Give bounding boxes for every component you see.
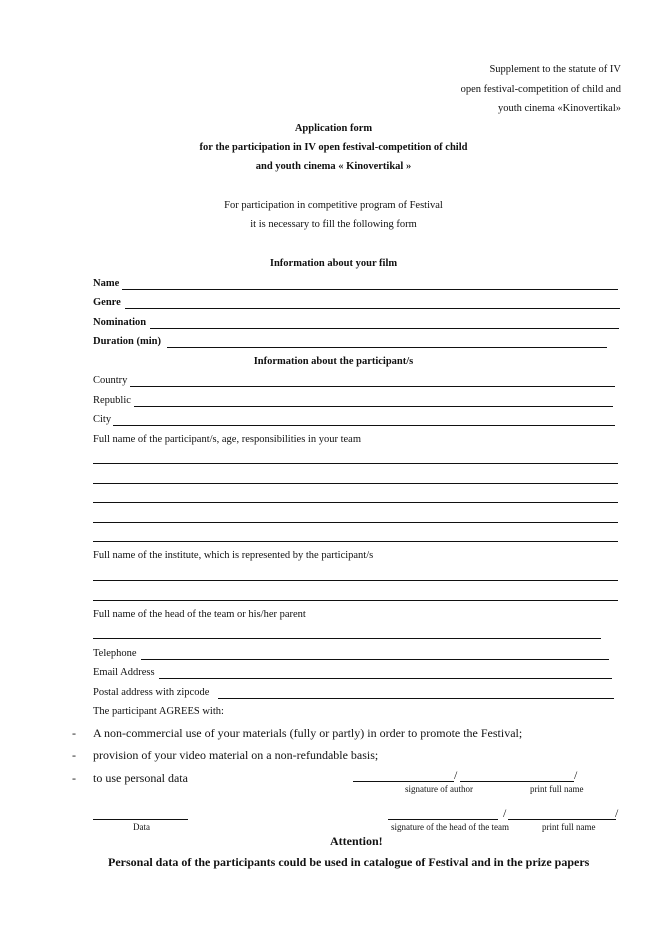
agrees-label: The participant AGREES with: <box>93 706 224 717</box>
city-label: City <box>93 414 112 425</box>
attention-note: Personal data of the participants could be used in catalogue of Festival and in the prize papers <box>108 855 590 869</box>
participants-line-5[interactable] <box>93 541 618 542</box>
institute-label: Full name of the institute, which is represented by the participant/s <box>93 550 374 561</box>
author-signature-caption: signature of author <box>405 784 473 794</box>
head-signature-field[interactable] <box>388 819 498 820</box>
agreement-item-1: A non-commercial use of your materials (fully or partly) in order to promote the Festival; <box>93 726 523 740</box>
participant-section-title: Information about the participant/s <box>253 356 414 367</box>
participants-line-2[interactable] <box>93 483 618 484</box>
head-print-field[interactable] <box>508 819 616 820</box>
nomination-field[interactable] <box>150 328 619 329</box>
institute-line-2[interactable] <box>93 600 618 601</box>
head-label: Full name of the head of the team or his/her parent <box>93 609 306 620</box>
head-print-caption: print full name <box>542 822 596 832</box>
supplement-line-2: open festival-competition of child and <box>460 84 621 95</box>
institute-line-1[interactable] <box>93 580 618 581</box>
genre-field[interactable] <box>125 308 620 309</box>
duration-label: Duration (min) <box>93 336 161 347</box>
duration-field[interactable] <box>167 347 607 348</box>
intro-line-2: it is necessary to fill the following form <box>250 219 417 230</box>
slash-4: / <box>615 806 619 820</box>
postal-field[interactable] <box>218 698 614 699</box>
country-label: Country <box>93 375 128 386</box>
form-title: Application form <box>294 123 373 134</box>
participants-line-1[interactable] <box>93 463 618 464</box>
date-field[interactable] <box>93 819 188 820</box>
genre-label: Genre <box>93 297 121 308</box>
email-label: Email Address <box>93 667 155 678</box>
participants-line-4[interactable] <box>93 522 618 523</box>
attention-title: Attention! <box>330 834 383 848</box>
republic-label: Republic <box>93 395 131 406</box>
republic-field[interactable] <box>134 406 613 407</box>
form-subtitle-2: and youth cinema « Kinovertikal » <box>255 161 412 172</box>
telephone-field[interactable] <box>141 659 609 660</box>
slash-2: / <box>574 768 578 782</box>
email-field[interactable] <box>159 678 612 679</box>
head-signature-caption: signature of the head of the team <box>391 822 509 832</box>
name-label: Name <box>93 278 120 289</box>
slash-1: / <box>454 768 458 782</box>
author-signature-field[interactable] <box>353 781 454 782</box>
participants-line-3[interactable] <box>93 502 618 503</box>
supplement-line-1: Supplement to the statute of IV <box>489 64 621 75</box>
bullet-2: - <box>72 748 76 762</box>
form-subtitle-1: for the participation in IV open festival-competition of child <box>199 142 468 153</box>
postal-label: Postal address with zipcode <box>93 687 210 698</box>
city-field[interactable] <box>113 425 615 426</box>
name-field[interactable] <box>122 289 618 290</box>
bullet-1: - <box>72 726 76 740</box>
author-print-field[interactable] <box>460 781 574 782</box>
agreement-item-3: to use personal data <box>93 771 188 785</box>
slash-3: / <box>503 806 507 820</box>
film-section-title: Information about your film <box>269 258 398 269</box>
date-caption: Data <box>133 822 150 832</box>
bullet-3: - <box>72 771 76 785</box>
agreement-item-2: provision of your video material on a non-refundable basis; <box>93 748 379 762</box>
country-field[interactable] <box>130 386 615 387</box>
supplement-line-3: youth cinema «Kinovertikal» <box>497 103 621 114</box>
nomination-label: Nomination <box>93 317 147 328</box>
author-print-caption: print full name <box>530 784 584 794</box>
telephone-label: Telephone <box>93 648 137 659</box>
intro-line-1: For participation in competitive program of Festival <box>224 200 443 211</box>
participants-fullname-label: Full name of the participant/s, age, responsibilities in your team <box>93 434 361 445</box>
head-field[interactable] <box>93 638 601 639</box>
